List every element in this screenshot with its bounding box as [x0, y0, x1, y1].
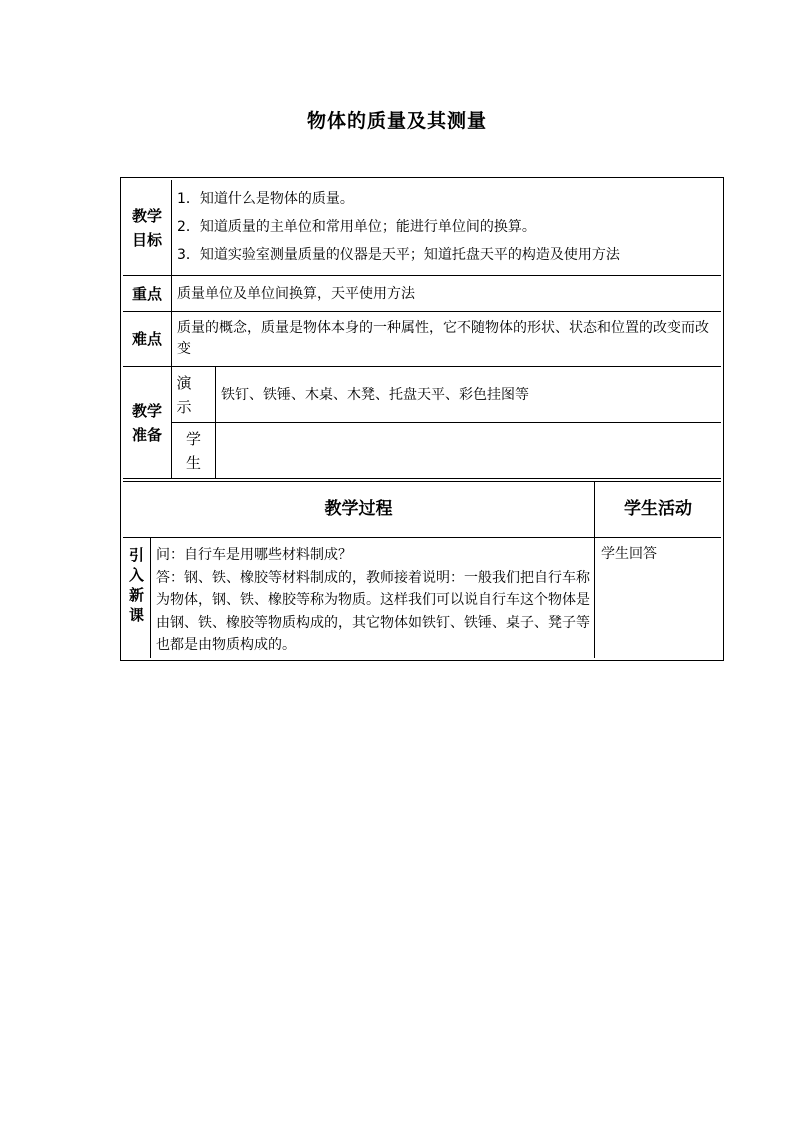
column-divider — [150, 537, 151, 658]
intro-label: 引 入 新 课 — [128, 546, 144, 624]
intro-student-activity: 学生回答 — [601, 546, 657, 562]
key-points-text: 质量单位及单位间换算，天平使用方法 — [177, 286, 415, 302]
row-divider — [123, 311, 721, 312]
demo-text: 铁钉、铁锤、木桌、木凳、托盘天平、彩色挂图等 — [221, 387, 529, 403]
objective-item: 1．知道什么是物体的质量。 — [177, 191, 354, 207]
row-divider — [123, 537, 721, 538]
objective-item: 3．知道实验室测量质量的仪器是天平；知道托盘天平的构造及使用方法 — [177, 247, 620, 263]
objective-item: 2．知道质量的主单位和常用单位；能进行单位间的换算。 — [177, 219, 536, 235]
student-text — [221, 435, 717, 459]
difficulties-text: 质量的概念，质量是物体本身的一种属性，它不随物体的形状、状态和位置的改变而改变 — [177, 320, 709, 357]
column-divider — [215, 366, 216, 478]
document-title: 物体的质量及其测量 — [306, 110, 487, 132]
student-label: 学 生 — [185, 429, 201, 472]
intro-question: 问：自行车是用哪些材料制成？ — [156, 547, 352, 563]
row-divider — [123, 478, 721, 479]
preparation-label: 教学 准备 — [131, 401, 162, 444]
intro-answer: 答：钢、铁、橡胶等材料制成的，教师接着说明：一般我们把自行车称为物体，钢、铁、橡胶等称为物质。这样我们可以说自行车这个物体是由钢、铁、橡胶等物质构成的，其它物体如铁钉、铁锤、桌子、凳子等也都是由物质构成的。 — [156, 569, 590, 653]
demo-label: 演 示 — [176, 373, 192, 416]
intro-content — [156, 544, 592, 656]
difficulties-label: 难点 — [131, 330, 162, 348]
row-divider — [123, 366, 721, 367]
lesson-plan-table — [123, 180, 721, 658]
row-divider — [171, 422, 721, 423]
process-header: 教学过程 — [324, 499, 393, 519]
activity-header: 学生活动 — [624, 499, 692, 519]
row-divider — [123, 275, 721, 276]
key-points-label: 重点 — [131, 284, 162, 303]
objectives-label: 教学 目标 — [131, 206, 162, 249]
objectives-content — [177, 185, 717, 273]
